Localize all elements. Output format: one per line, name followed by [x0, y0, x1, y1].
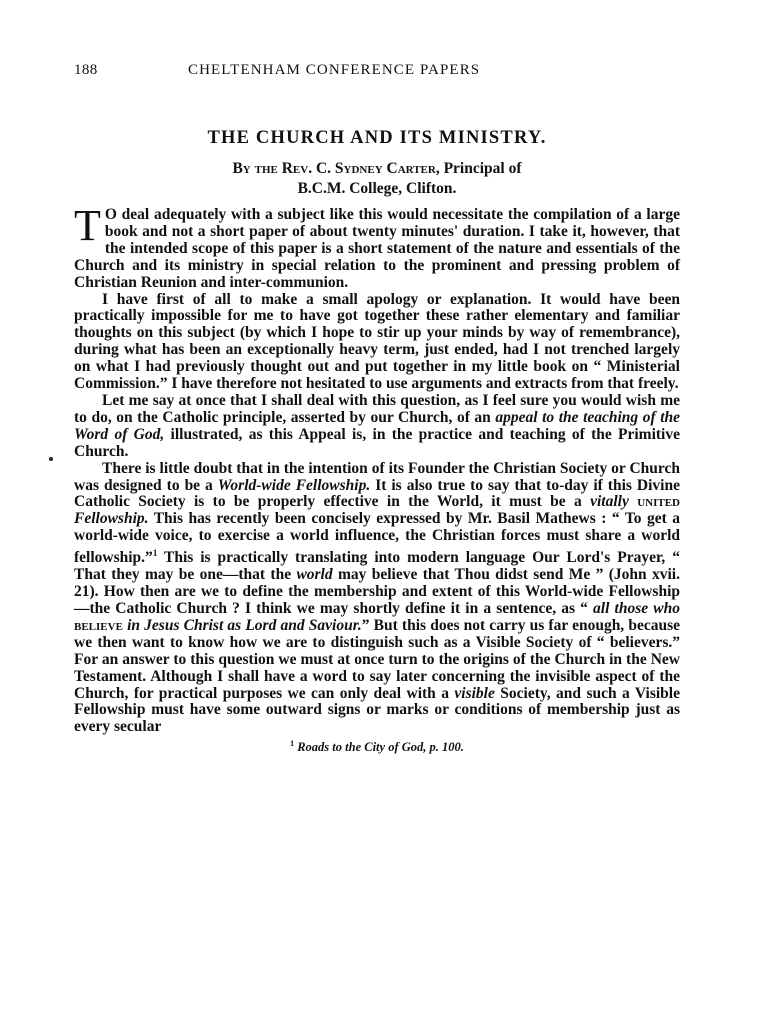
- paragraph-4-text-f: ” But this does not carry us far enough, because we then want to know how we are to distinguish such as a Visible Society of “ believers.” For an answer to this question we must at once turn to the origins of the Church in the New Testament. Although I shall have a word to say later concerning the invisible aspect of the Church, for practical purposes we can only deal with a: [74, 616, 680, 702]
- page-number: 188: [74, 62, 98, 78]
- paragraph-4-emphasis-3: Fellowship.: [74, 510, 149, 528]
- paragraph-4: [74, 461, 680, 737]
- paragraph-4-text-c: This has recently been concisely expressed by Mr. Basil Mathews : “ To get a world-wide voice, to exercise a world influence, the Christian forces must share a world fellowship.”: [74, 510, 680, 567]
- paragraph-4-text-e: may believe that Thou didst send Me ” (John xvii. 21). How then are we to define the membership and extent of this World-wide Fellowship —the Catholic Church ? I think we may shortly define it in a sentence, as “: [74, 566, 680, 617]
- paragraph-4-emphasis-1: World-wide Fellowship.: [217, 476, 371, 494]
- author-institution: B.C.M. College, Clifton.: [297, 180, 457, 197]
- paragraph-3-text-b: illustrated, as this Appeal is, in the practice and teaching of the Primitive Church.: [74, 425, 680, 460]
- paragraph-4-text-d: This is practically translating into modern language Our Lord's Prayer, “ That they may be one—that the: [74, 549, 680, 584]
- paragraph-4-emphasis-2: vitally: [590, 493, 629, 511]
- footnote-text: Roads to the City of God, p. 100.: [297, 740, 464, 755]
- drop-cap: T: [74, 201, 101, 250]
- paragraph-4-smallcaps-1: united: [637, 493, 680, 511]
- running-header: [74, 62, 680, 88]
- footnote: [74, 739, 680, 755]
- article-body: [74, 201, 681, 736]
- author-name: By the Rev. C. Sydney Carter,: [232, 160, 440, 177]
- paragraph-4-text-b: It is also true to say that to-day if this Divine Catholic Society is to be properly effective in the World, it must be a: [74, 476, 680, 511]
- footnote-number: 1: [290, 739, 295, 749]
- running-title: CHELTENHAM CONFERENCE PAPERS: [188, 62, 481, 78]
- paragraph-4-emphasis-6: in Jesus Christ as Lord and Saviour.: [127, 616, 362, 634]
- page: [74, 62, 680, 755]
- paragraph-4-emphasis-5: all those who: [593, 600, 680, 617]
- paragraph-3-emphasis: appeal to the teaching of the Word of God,: [74, 408, 681, 443]
- paragraph-1: [74, 201, 680, 292]
- byline: [74, 159, 680, 199]
- paragraph-4-emphasis-7: visible: [454, 684, 495, 702]
- article-title: THE CHURCH AND ITS MINISTRY.: [207, 128, 547, 148]
- paragraph-4-emphasis-4: world: [296, 566, 333, 584]
- paragraph-2: I have first of all to make a small apology or explanation. It would have been practically impossible for me to have got together these rather elementary and familiar thoughts on this subject (by which I hope to stir up your minds by way of remembrance), during what has been an exceptionally heavy term, just ended, had I not trenched largely on what I had previously thought out and put together in my little book on “ Ministerial Commission.” I have therefore not hesitated to use arguments and extracts from that freely.: [74, 290, 680, 393]
- paragraph-3-text-a: Let me say at once that I shall deal with this question, as I feel sure you would wish me to do, on the Catholic principle, asserted by our Church, of an: [74, 391, 680, 426]
- paragraph-4-text-a: There is little doubt that in the intention of its Founder the Christian Society or Church was designed to be a: [74, 459, 680, 494]
- footnote-marker: 1: [152, 548, 158, 559]
- author-role: Principal of: [443, 160, 522, 177]
- paragraph-3: [74, 393, 680, 461]
- paragraph-4-smallcaps-2: believe: [74, 616, 123, 634]
- margin-mark: [49, 457, 53, 461]
- paragraph-1-text: O deal adequately with a subject like this would necessitate the compilation of a large book and not a short paper of about twenty minutes' duration. I take it, however, that the intended scope of this paper is a short statement of the nature and essentials of the Church and its ministry in special relation to the prominent and pressing problem of Christian Reunion and inter-communion.: [74, 206, 680, 291]
- paragraph-4-text-g: Society, and such a Visible Fellowship must have some outward signs or marks or conditions of membership just as every secular: [74, 684, 680, 736]
